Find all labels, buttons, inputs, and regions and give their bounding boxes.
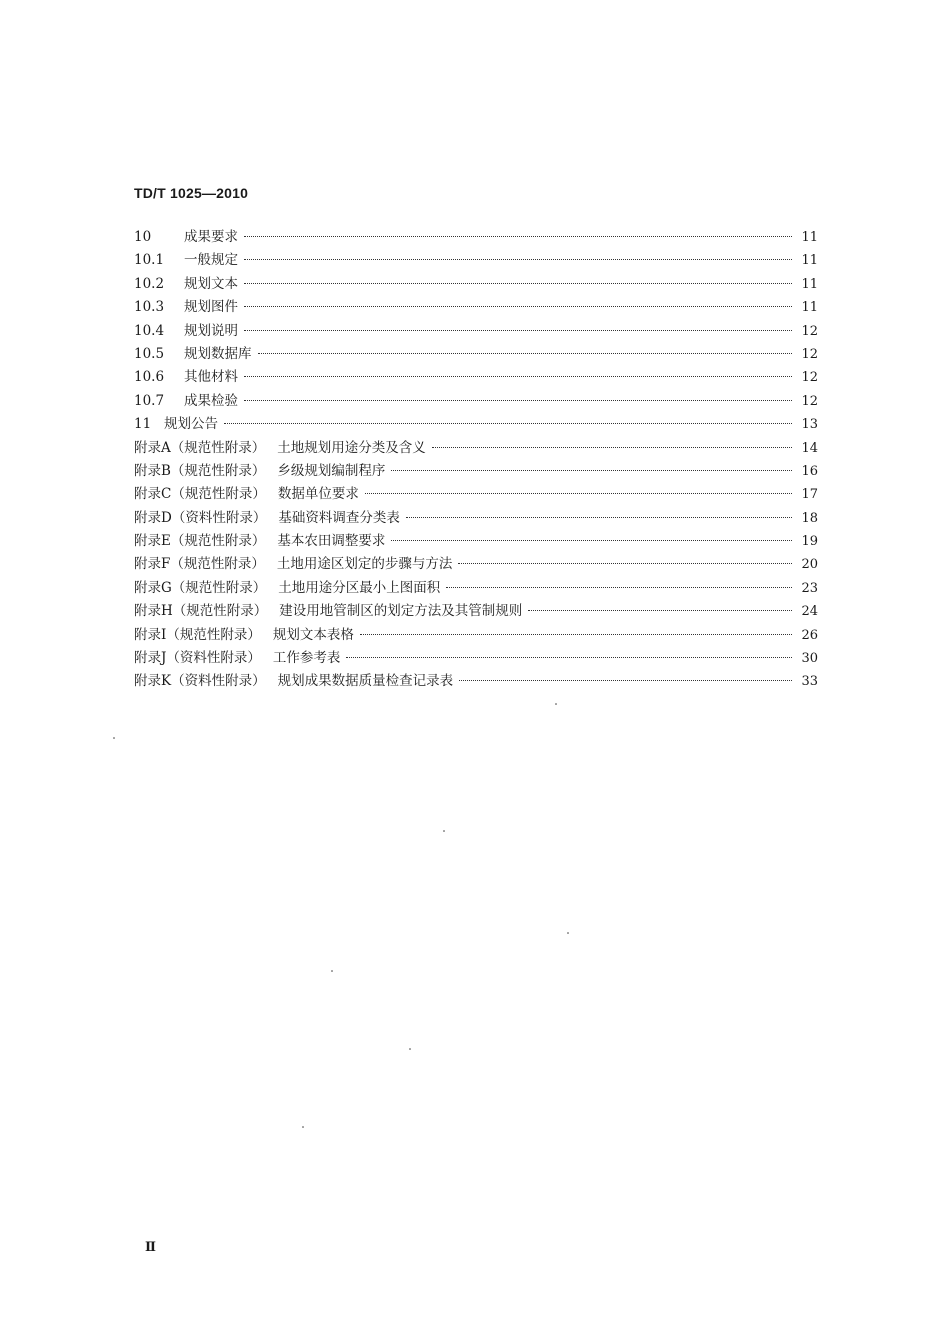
toc-entry[interactable] [134, 529, 818, 552]
toc-leader-dots [458, 563, 792, 564]
toc-entry[interactable] [134, 646, 818, 669]
toc-entry-page: 19 [801, 534, 818, 550]
toc-entry-page: 12 [801, 370, 818, 386]
toc-entry-page: 33 [801, 674, 818, 690]
toc-entry-page: 26 [801, 627, 818, 643]
toc-entry-page: 11 [801, 276, 818, 292]
toc-entry-page: 12 [801, 393, 818, 409]
toc-entry-title: 乡级规划编制程序 [277, 462, 386, 479]
toc-entry[interactable] [134, 436, 818, 459]
toc-entry-title: 基础资料调查分类表 [278, 509, 400, 526]
toc-entry[interactable] [134, 576, 818, 599]
toc-entry[interactable] [134, 506, 818, 529]
scan-speck [555, 703, 557, 705]
toc-entry-title: 土地用途区划定的步骤与方法 [276, 556, 453, 573]
toc-leader-dots [446, 587, 792, 588]
toc-entry[interactable] [134, 225, 818, 248]
toc-entry-page: 24 [801, 604, 818, 620]
toc-entry-number: 10.2 [134, 275, 165, 292]
toc-entry[interactable] [134, 389, 818, 412]
toc-entry[interactable] [134, 295, 818, 318]
toc-entry[interactable] [134, 319, 818, 342]
toc-entry-number: 附录A（规范性附录） [134, 439, 266, 456]
toc-entry[interactable] [134, 272, 818, 295]
page-number-footer: Ⅱ [145, 1240, 156, 1255]
toc-entry-page: 12 [801, 346, 818, 362]
document-code-header: TD/T 1025—2010 [134, 185, 249, 201]
toc-entry-page: 11 [801, 300, 818, 316]
toc-entry-title: 其他材料 [184, 369, 238, 386]
toc-leader-dots [244, 306, 792, 307]
toc-entry-number: 附录H（规范性附录） [134, 603, 268, 620]
toc-entry-page: 30 [801, 651, 818, 667]
toc-entry-title: 数据单位要求 [277, 486, 359, 503]
toc-leader-dots [224, 423, 792, 424]
toc-entry[interactable] [134, 248, 818, 271]
toc-entry-number: 10.4 [134, 322, 165, 339]
toc-entry-number: 10.3 [134, 299, 165, 316]
toc-entry-number: 附录B（规范性附录） [134, 462, 266, 479]
toc-leader-dots [365, 493, 792, 494]
toc-leader-dots [244, 259, 792, 260]
toc-entry-number: 附录I（规范性附录） [134, 626, 261, 643]
toc-entry-page: 11 [801, 253, 818, 269]
toc-leader-dots [244, 330, 792, 331]
toc-entry-page: 23 [801, 580, 818, 596]
toc-entry-page: 17 [801, 487, 818, 503]
scan-speck [302, 1126, 304, 1128]
toc-entry-number: 10.5 [134, 345, 165, 362]
scan-speck [113, 737, 115, 739]
toc-entry-title: 一般规定 [184, 252, 238, 269]
toc-entry[interactable] [134, 412, 818, 435]
toc-entry-title: 规划图件 [184, 299, 238, 316]
table-of-contents [134, 225, 818, 693]
toc-leader-dots [346, 657, 792, 658]
toc-leader-dots [432, 447, 792, 448]
toc-entry[interactable] [134, 669, 818, 692]
toc-entry[interactable] [134, 623, 818, 646]
toc-leader-dots [360, 634, 792, 635]
toc-entry-number: 10.7 [134, 392, 165, 409]
scan-speck [443, 830, 445, 832]
toc-entry-title: 建设用地管制区的划定方法及其管制规则 [279, 603, 523, 620]
toc-entry-page: 18 [801, 510, 818, 526]
toc-leader-dots [528, 610, 792, 611]
toc-entry-title: 规划说明 [184, 322, 238, 339]
toc-entry-title: 基本农田调整要求 [277, 533, 386, 550]
toc-entry-title: 成果要求 [184, 229, 238, 245]
toc-entry-number: 附录C（规范性附录） [134, 486, 266, 503]
toc-entry-page: 20 [801, 557, 818, 573]
toc-entry-title: 规划公告 [164, 416, 218, 433]
toc-entry-page: 12 [801, 323, 818, 339]
toc-entry-number: 附录E（规范性附录） [134, 533, 266, 550]
toc-entry-title: 成果检验 [184, 392, 238, 409]
toc-entry-number: 附录F（规范性附录） [134, 556, 265, 573]
toc-entry-title: 规划成果数据质量检查记录表 [277, 673, 454, 690]
toc-leader-dots [406, 517, 792, 518]
toc-leader-dots [391, 470, 792, 471]
toc-entry[interactable] [134, 459, 818, 482]
toc-leader-dots [459, 680, 792, 681]
toc-entry[interactable] [134, 365, 818, 388]
toc-entry[interactable] [134, 342, 818, 365]
toc-entry-page: 16 [801, 463, 818, 479]
toc-leader-dots [244, 283, 792, 284]
toc-entry-title: 土地规划用途分类及含义 [277, 439, 426, 456]
toc-entry[interactable] [134, 482, 818, 505]
toc-entry[interactable] [134, 599, 818, 622]
toc-entry-number: 11 [134, 416, 152, 433]
toc-entry-title: 规划文本表格 [272, 626, 354, 643]
toc-entry-number: 10 [134, 229, 152, 245]
scan-speck [331, 970, 333, 972]
toc-entry-number: 附录K（资料性附录） [134, 673, 266, 690]
toc-entry[interactable] [134, 552, 818, 575]
scan-speck [409, 1048, 411, 1050]
toc-entry-page: 11 [801, 230, 818, 245]
toc-entry-title: 规划文本 [184, 275, 238, 292]
toc-leader-dots [244, 376, 792, 377]
toc-entry-page: 13 [801, 417, 818, 433]
toc-leader-dots [244, 400, 792, 401]
scan-speck [567, 932, 569, 934]
toc-leader-dots [244, 236, 792, 237]
toc-entry-title: 工作参考表 [272, 650, 341, 667]
toc-leader-dots [391, 540, 792, 541]
toc-entry-page: 14 [801, 440, 818, 456]
toc-leader-dots [258, 353, 793, 354]
toc-entry-number: 附录D（资料性附录） [134, 509, 267, 526]
toc-entry-title: 规划数据库 [184, 345, 252, 362]
toc-entry-number: 附录J（资料性附录） [134, 650, 261, 667]
toc-entry-number: 附录G（规范性附录） [134, 579, 267, 596]
toc-entry-number: 10.1 [134, 252, 165, 269]
toc-entry-title: 土地用途分区最小上图面积 [278, 579, 441, 596]
toc-entry-number: 10.6 [134, 369, 165, 386]
